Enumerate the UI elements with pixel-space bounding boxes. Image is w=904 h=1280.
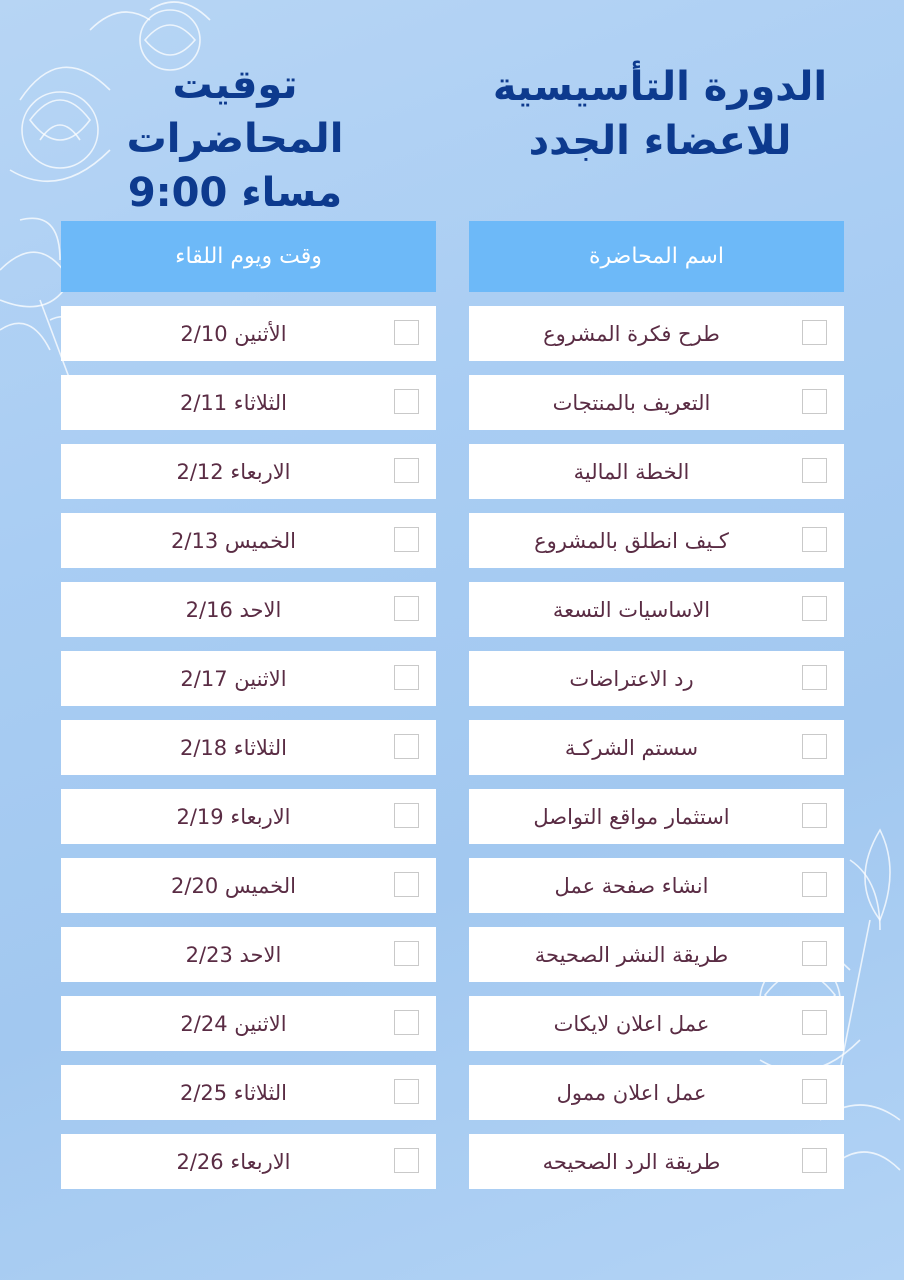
timing-title-line1: توقيت المحاضرات: [126, 62, 344, 162]
schedule-label: الأثنين 2/10: [180, 321, 287, 346]
schedule-checkbox[interactable]: [394, 665, 419, 690]
lectures-header: اسم المحاضرة: [469, 221, 844, 292]
lecture-label: طريقة الرد الصحيحه: [542, 1149, 721, 1174]
lecture-checkbox[interactable]: [802, 803, 827, 828]
schedule-checkbox[interactable]: [394, 1079, 419, 1104]
schedule-label: الخميس 2/20: [171, 873, 296, 898]
schedule-checkbox[interactable]: [394, 458, 419, 483]
lecture-label: الخطة المالية: [573, 459, 690, 484]
schedule-row: [61, 513, 436, 568]
lecture-label: كـيف انطلق بالمشروع: [534, 528, 729, 553]
schedule-label: الاحد 2/16: [185, 597, 282, 622]
schedule-label: الاحد 2/23: [185, 942, 282, 967]
lecture-label: استثمار مواقع التواصل: [533, 804, 730, 829]
lecture-row: [469, 306, 844, 361]
schedule-row: [61, 306, 436, 361]
lecture-row: [469, 720, 844, 775]
lecture-label: طرح فكرة المشروع: [543, 321, 720, 346]
course-title-line1: الدورة التأسيسية: [492, 64, 828, 110]
schedule-row: [61, 996, 436, 1051]
schedule-row: [61, 789, 436, 844]
lecture-checkbox[interactable]: [802, 872, 827, 897]
lecture-checkbox[interactable]: [802, 1148, 827, 1173]
lecture-label: الاساسيات التسعة: [552, 597, 711, 622]
lecture-row: [469, 582, 844, 637]
lecture-row: [469, 996, 844, 1051]
lecture-row: [469, 927, 844, 982]
schedule-checkbox[interactable]: [394, 734, 419, 759]
schedule-row: [61, 444, 436, 499]
schedule-label: الاربعاء 2/12: [176, 459, 291, 484]
lecture-checkbox[interactable]: [802, 734, 827, 759]
lecture-row: [469, 1065, 844, 1120]
lecture-label: رد الاعتراضات: [569, 666, 694, 691]
schedule-checkbox[interactable]: [394, 803, 419, 828]
schedule-label: الاربعاء 2/26: [176, 1149, 291, 1174]
lecture-checkbox[interactable]: [802, 1079, 827, 1104]
schedule-checkbox[interactable]: [394, 872, 419, 897]
schedule-row: [61, 927, 436, 982]
timing-title: [60, 58, 410, 220]
schedule-row: [61, 375, 436, 430]
schedule-checkbox[interactable]: [394, 941, 419, 966]
schedule-label: الاثنين 2/17: [180, 666, 287, 691]
lecture-row: [469, 513, 844, 568]
lecture-checkbox[interactable]: [802, 527, 827, 552]
schedule-label: الثلاثاء 2/25: [179, 1080, 288, 1105]
schedule-label: الاربعاء 2/19: [176, 804, 291, 829]
lecture-label: التعريف بالمنتجات: [552, 390, 711, 415]
schedule-table: [61, 221, 436, 1203]
course-title: [490, 60, 830, 168]
lecture-checkbox[interactable]: [802, 389, 827, 414]
timing-title-line2: 9:00 مساء: [127, 170, 343, 216]
schedule-row: [61, 1065, 436, 1120]
schedule-label: الخميس 2/13: [171, 528, 296, 553]
schedule-label: الاثنين 2/24: [180, 1011, 287, 1036]
lecture-row: [469, 1134, 844, 1189]
lecture-checkbox[interactable]: [802, 596, 827, 621]
lecture-checkbox[interactable]: [802, 1010, 827, 1035]
schedule-row: [61, 651, 436, 706]
schedule-row: [61, 582, 436, 637]
schedule-checkbox[interactable]: [394, 1010, 419, 1035]
schedule-row: [61, 858, 436, 913]
lecture-checkbox[interactable]: [802, 665, 827, 690]
lecture-checkbox[interactable]: [802, 320, 827, 345]
lecture-row: [469, 444, 844, 499]
lecture-row: [469, 375, 844, 430]
schedule-label: الثلاثاء 2/18: [179, 735, 288, 760]
schedule-checkbox[interactable]: [394, 320, 419, 345]
schedule-label: الثلاثاء 2/11: [179, 390, 288, 415]
lecture-checkbox[interactable]: [802, 941, 827, 966]
lecture-checkbox[interactable]: [802, 458, 827, 483]
schedule-header: وقت ويوم اللقاء: [61, 221, 436, 292]
lecture-label: عمل اعلان لايكات: [553, 1011, 710, 1036]
schedule-checkbox[interactable]: [394, 1148, 419, 1173]
schedule-row: [61, 1134, 436, 1189]
lecture-label: سستم الشركـة: [564, 735, 699, 760]
lecture-row: [469, 651, 844, 706]
schedule-checkbox[interactable]: [394, 527, 419, 552]
lectures-table: [469, 221, 844, 1203]
lecture-label: طريقة النشر الصحيحة: [534, 942, 729, 967]
lecture-label: انشاء صفحة عمل: [554, 873, 709, 898]
schedule-row: [61, 720, 436, 775]
schedule-checkbox[interactable]: [394, 389, 419, 414]
lecture-row: [469, 789, 844, 844]
lecture-row: [469, 858, 844, 913]
schedule-checkbox[interactable]: [394, 596, 419, 621]
lecture-label: عمل اعلان ممول: [556, 1080, 707, 1105]
course-title-line2: للاعضاء الجدد: [528, 118, 792, 164]
